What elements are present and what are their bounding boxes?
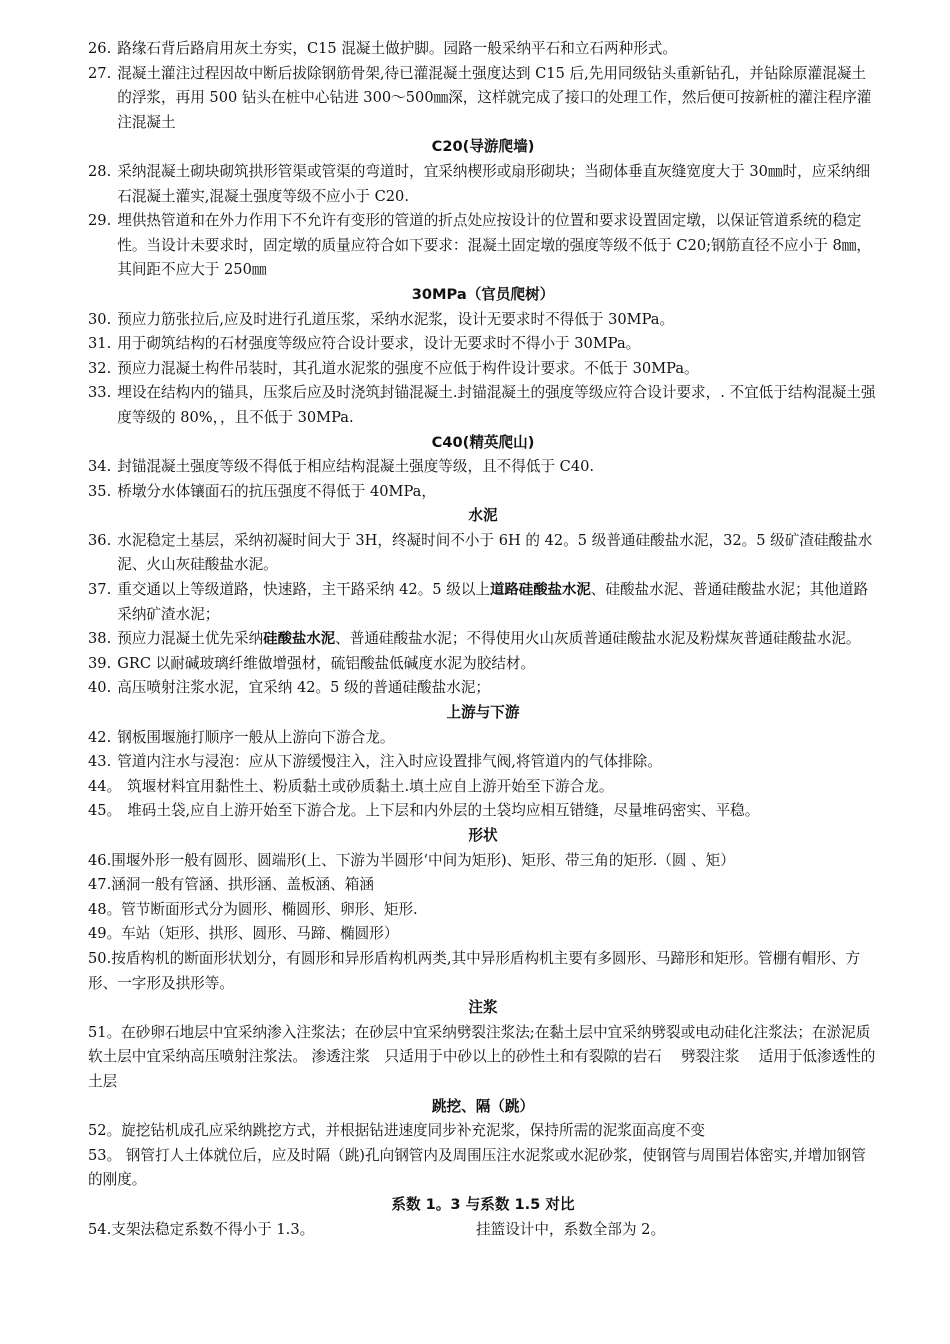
item-text: 预应力筋张拉后,应及时进行孔道压浆，采纳水泥浆，设计无要求时不得低于 30MPa。 bbox=[117, 310, 675, 328]
item-text: 埋供热管道和在外力作用下不允许有变形的管道的折点处应按设计的位置和要求设置固定墩，以保证管道系统的稳定性。当设计未要求时，固定墩的质量应符合如下要求：混凝土固定墩的强度等级不低于 C20;钢筋直径不应小于 8㎜，其间距不应大于 250㎜ bbox=[117, 212, 871, 279]
item-number: 39. bbox=[88, 654, 112, 672]
list-item bbox=[88, 578, 878, 627]
item-number: 46. bbox=[88, 851, 112, 869]
item-text: 采纳混凝土砌块砌筑拱形管渠或管渠的弯道时，宜采纳楔形或扇形砌块；当砌体垂直灰缝宽度大于 30㎜时，应采纳细石混凝土灌实,混凝土强度等级不应小于 C20. bbox=[117, 162, 871, 205]
item-number: 47. bbox=[88, 876, 112, 894]
item-number: 52。 bbox=[88, 1122, 122, 1140]
list-item bbox=[88, 750, 878, 775]
item-number: 28. bbox=[88, 162, 112, 180]
item-text: 高压喷射注浆水泥，宜采纳 42。5 级的普通硅酸盐水泥； bbox=[117, 679, 491, 697]
item-text: 预应力混凝土构件吊装时，其孔道水泥浆的强度不应低于构件设计要求。不低于 30MPa。 bbox=[117, 359, 699, 377]
item-right-column: 挂篮设计中，系数全部为 2。 bbox=[476, 1220, 666, 1238]
section-heading-c20: C20(导游爬墙) bbox=[431, 138, 535, 156]
item-text: 堆码土袋,应自上游开始至下游合龙。上下层和内外层的土袋均应相互错缝，尽量堆码密实、平稳。 bbox=[127, 802, 760, 820]
item-text: 管节断面形式分为圆形、椭圆形、卵形、矩形. bbox=[121, 900, 418, 918]
item-text-post: 、普通硅酸盐水泥；不得使用火山灰质普通硅酸盐水泥及粉煤灰普通硅酸盐水泥。 bbox=[335, 630, 861, 648]
item-number: 45。 bbox=[88, 802, 122, 820]
item-number: 30. bbox=[88, 310, 112, 328]
item-number: 31. bbox=[88, 335, 112, 353]
item-text: 围堰外形一般有圆形、圆端形(上、下游为半圆形‘中间为矩形)、矩形、带三角的矩形.（圆 、矩） bbox=[111, 851, 735, 869]
item-text: 管道内注水与浸泡：应从下游缓慢注入，注入时应设置排气阀,将管道内的气体排除。 bbox=[117, 753, 662, 771]
list-item bbox=[88, 947, 878, 996]
list-item bbox=[88, 160, 878, 209]
list-item bbox=[88, 381, 878, 430]
item-number: 32. bbox=[88, 359, 112, 377]
list-item bbox=[88, 480, 878, 505]
item-text: 车站（矩形、拱形、圆形、马蹄、椭圆形） bbox=[121, 925, 399, 943]
list-item bbox=[88, 898, 878, 923]
item-number: 44。 bbox=[88, 777, 122, 795]
item-number: 37. bbox=[88, 581, 112, 599]
item-number: 50. bbox=[88, 949, 112, 967]
list-item bbox=[88, 209, 878, 283]
list-item bbox=[88, 652, 878, 677]
item-text bbox=[117, 627, 878, 652]
item-text: 钢管打人土体就位后，应及时隔（跳)孔向钢管内及周围压注水泥浆或水泥砂浆，使钢管与周围岩体密实,并增加钢管的刚度。 bbox=[88, 1146, 866, 1189]
list-item bbox=[88, 775, 878, 800]
item-text bbox=[117, 578, 878, 627]
item-number: 27. bbox=[88, 64, 112, 82]
section-heading-upstream-downstream: 上游与下游 bbox=[446, 704, 520, 722]
item-number: 49。 bbox=[88, 925, 122, 943]
item-number: 29. bbox=[88, 212, 112, 230]
item-number: 40. bbox=[88, 679, 112, 697]
list-item bbox=[88, 357, 878, 382]
item-text: 封锚混凝土强度等级不得低于相应结构混凝土强度等级，且不得低于 C40. bbox=[117, 458, 595, 476]
item-text: 在砂卵石地层中宜采纳渗入注浆法；在砂层中宜采纳劈裂注浆法;在黏土层中宜采纳劈裂或电动硅化注浆法；在淤泥质软土层中宜采纳高压喷射注浆法。 渗透注浆 只适用于中砂以上的砂性土和有裂隙的岩石 劈裂注浆 适用于低渗透性的土层 bbox=[88, 1023, 876, 1090]
section-heading-c40: C40(精英爬山) bbox=[431, 433, 535, 451]
item-text: 水泥稳定土基层，采纳初凝时间大于 3H，终凝时间不小于 6H 的 42。5 级普通硅酸盐水泥，32。5 级矿渣硅酸盐水泥、火山灰硅酸盐水泥。 bbox=[117, 531, 873, 574]
list-item bbox=[88, 332, 878, 357]
section-heading-skip-excavation: 跳挖、隔（跳） bbox=[431, 1097, 535, 1115]
item-number: 42. bbox=[88, 728, 112, 746]
list-item bbox=[88, 1119, 878, 1144]
section-heading-shape: 形状 bbox=[468, 827, 498, 844]
list-item bbox=[88, 873, 878, 898]
section-heading-30mpa: 30MPa（官员爬树） bbox=[411, 285, 555, 303]
section-heading-factor-comparison: 系数 1。3 与系数 1.5 对比 bbox=[391, 1195, 575, 1213]
item-number: 53。 bbox=[88, 1146, 122, 1164]
item-number: 38. bbox=[88, 630, 112, 648]
list-item bbox=[88, 922, 878, 947]
item-text: 混凝土灌注过程因故中断后拔除钢筋骨架,待已灌混凝土强度达到 C15 后,先用同级钻头重新钻孔，并钻除原灌混凝土的浮浆，再用 500 钻头在桩中心钻进 300～500㎜深，这样就完成了接口的处理工作，然后便可按新桩的灌注程序灌注混凝土 bbox=[117, 64, 872, 131]
list-item bbox=[88, 308, 878, 333]
item-number: 26. bbox=[88, 40, 112, 57]
item-keyword: 硅酸盐水泥 bbox=[263, 631, 336, 648]
list-item bbox=[88, 627, 878, 652]
list-item bbox=[88, 726, 878, 751]
list-item bbox=[88, 1218, 878, 1243]
item-number: 33. bbox=[88, 384, 112, 402]
item-text: GRC 以耐碱玻璃纤维做增强材，硫铝酸盐低碱度水泥为胶结材。 bbox=[117, 654, 536, 672]
list-item bbox=[88, 849, 878, 874]
document-body bbox=[88, 37, 878, 1242]
section-heading-cement: 水泥 bbox=[468, 507, 498, 525]
item-text: 支架法稳定系数不得小于 1.3。 bbox=[111, 1220, 315, 1238]
item-number: 34. bbox=[88, 458, 112, 476]
item-text-pre: 重交通以上等级道路，快速路，主干路采纳 42。5 级以上 bbox=[117, 581, 491, 599]
list-item bbox=[88, 455, 878, 480]
item-number: 36. bbox=[88, 531, 112, 549]
item-number: 51。 bbox=[88, 1023, 122, 1041]
item-text: 按盾构机的断面形状划分，有圆形和异形盾构机两类,其中异形盾构机主要有多圆形、马蹄形和矩形。管棚有帽形、方形、一字形及拱形等。 bbox=[88, 949, 861, 992]
item-text-pre: 预应力混凝土优先采纳 bbox=[117, 630, 264, 648]
list-item bbox=[88, 676, 878, 701]
item-text: 钢板围堰施打顺序一般从上游向下游合龙。 bbox=[117, 728, 395, 746]
item-text: 路缘石背后路肩用灰土夯实，C15 混凝土做护脚。园路一般采纳平石和立石两种形式。 bbox=[117, 40, 677, 57]
list-item bbox=[88, 799, 878, 824]
list-item bbox=[88, 62, 878, 136]
item-text: 涵洞一般有管涵、拱形涵、盖板涵、箱涵 bbox=[111, 876, 374, 894]
item-text: 旋挖钻机成孔应采纳跳挖方式，并根据钻进速度同步补充泥浆，保持所需的泥浆面高度不变 bbox=[121, 1122, 705, 1140]
list-item bbox=[88, 37, 878, 62]
item-keyword: 道路硅酸盐水泥 bbox=[490, 582, 591, 599]
list-item bbox=[88, 1144, 878, 1193]
item-number: 48。 bbox=[88, 900, 122, 918]
item-text: 桥墩分水体镶面石的抗压强度不得低于 40MPa， bbox=[117, 482, 436, 500]
section-heading-grouting: 注浆 bbox=[468, 999, 498, 1017]
item-text: 埋设在结构内的锚具，压浆后应及时浇筑封锚混凝土.封锚混凝土的强度等级应符合设计要求，. 不宜低于结构混凝土强度等级的 80%，，且不低于 30MPa. bbox=[117, 384, 876, 426]
item-number: 35. bbox=[88, 482, 112, 500]
item-text: 用于砌筑结构的石材强度等级应符合设计要求，设计无要求时不得小于 30MPa。 bbox=[117, 335, 641, 353]
item-text: 筑堰材料宜用黏性土、粉质黏土或砂质黏土.填土应自上游开始至下游合龙。 bbox=[127, 777, 614, 795]
item-number: 54. bbox=[88, 1220, 112, 1238]
list-item bbox=[88, 1021, 878, 1095]
item-number: 43. bbox=[88, 753, 112, 771]
item-text-post: 、硅酸盐水泥、普通硅酸盐水泥；其他道路采纳矿渣水泥； bbox=[117, 581, 869, 623]
item-left-column bbox=[88, 1218, 476, 1243]
list-item bbox=[88, 529, 878, 578]
